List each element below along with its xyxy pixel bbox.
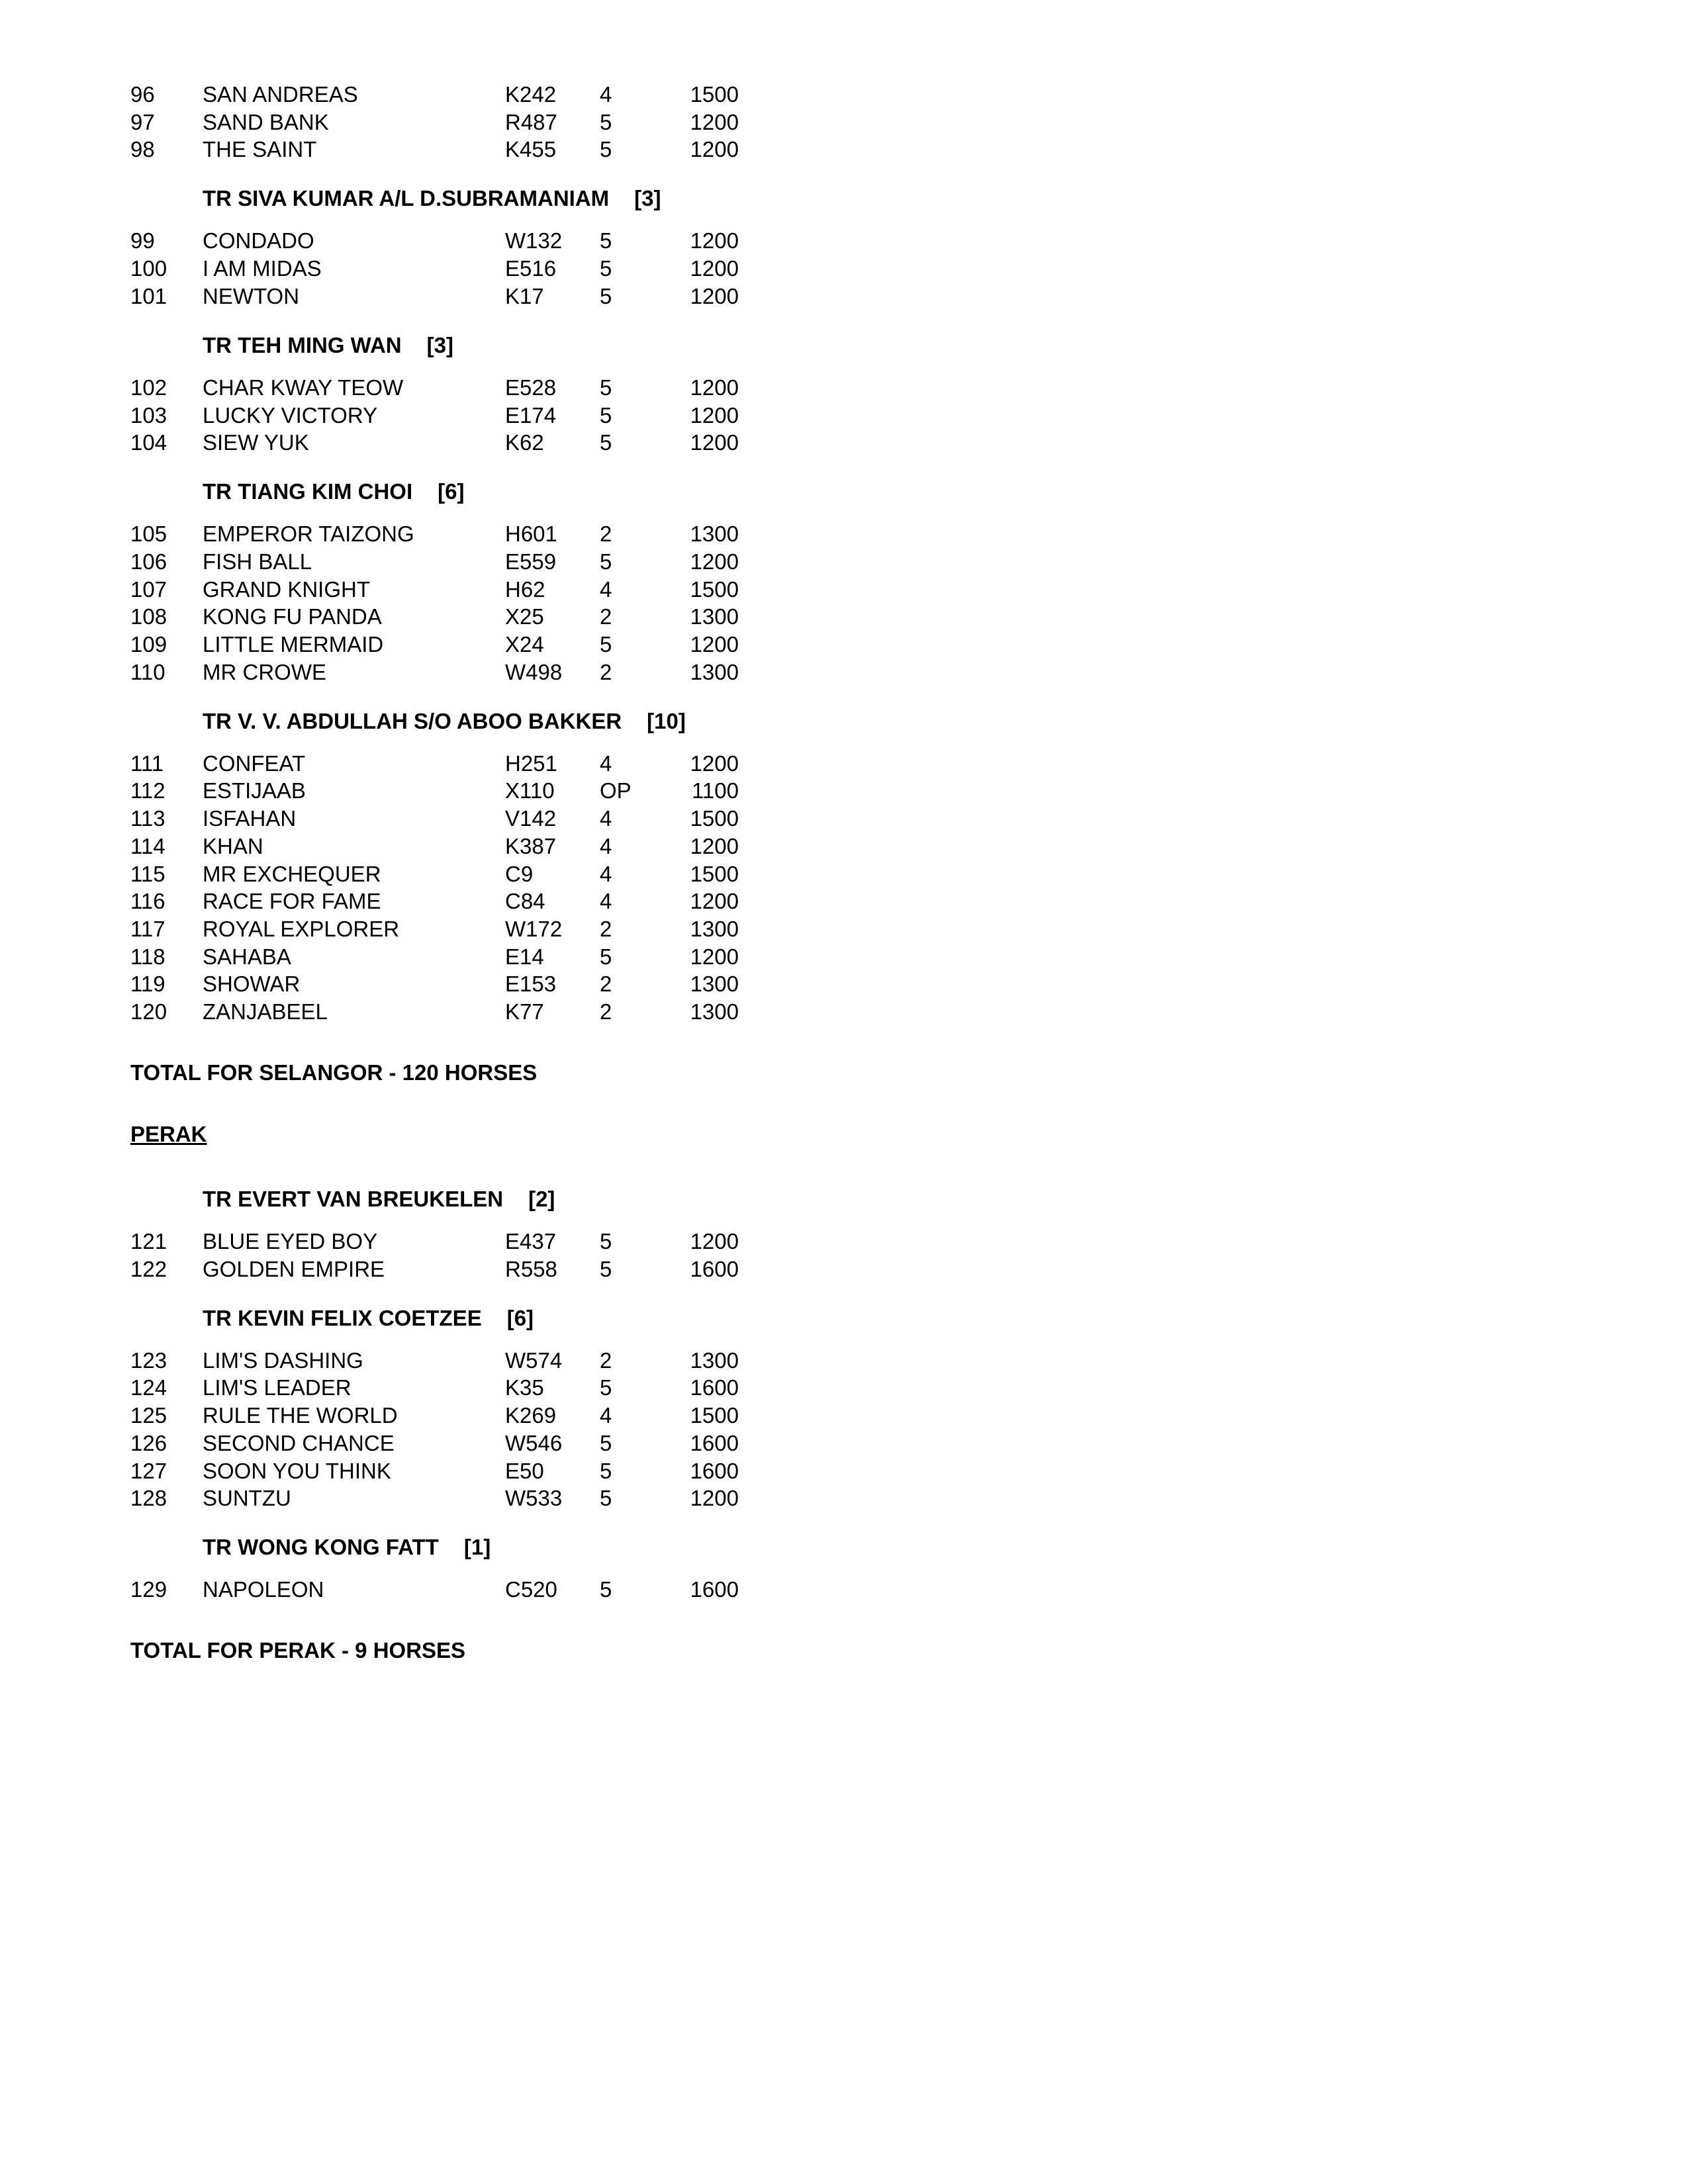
- horse-row: 124 LIM'S LEADER K35 5 1600: [0, 1374, 861, 1402]
- horse-code: K35: [505, 1375, 544, 1400]
- horse-number: 110: [130, 659, 165, 684]
- horse-code: E437: [505, 1229, 557, 1253]
- horse-class: 4: [600, 889, 612, 914]
- horse-code: E153: [505, 972, 557, 997]
- horse-code: E528: [505, 375, 557, 400]
- horse-name: CHAR KWAY TEOW: [203, 375, 404, 400]
- horse-row: 118 SAHABA E14 5 1200: [0, 943, 861, 971]
- horse-code: W546: [505, 1430, 563, 1455]
- horse-name: LIM'S DASHING: [203, 1347, 363, 1373]
- horse-class: 2: [600, 916, 612, 941]
- trainer-name: TR KEVIN FELIX COETZEE: [203, 1305, 482, 1330]
- horse-row: 96 SAN ANDREAS K242 4 1500: [0, 81, 861, 109]
- horse-row: 121 BLUE EYED BOY E437 5 1200: [0, 1228, 861, 1255]
- horse-name: GRAND KNIGHT: [203, 576, 371, 602]
- horse-class: 4: [600, 82, 612, 107]
- horse-row: 99 CONDADO W132 5 1200: [0, 227, 861, 255]
- horse-class: 5: [600, 1229, 612, 1253]
- horse-row: 107 GRAND KNIGHT H62 4 1500: [0, 576, 861, 604]
- horse-number: 101: [130, 283, 167, 308]
- horse-name: SECOND CHANCE: [203, 1430, 395, 1455]
- horse-code: C520: [505, 1577, 557, 1602]
- horse-name: SUNTZU: [203, 1486, 291, 1511]
- trainer-header: [203, 332, 453, 359]
- horse-class: 5: [600, 1486, 612, 1511]
- horse-name: ROYAL EXPLORER: [203, 916, 400, 941]
- horse-class: 2: [600, 999, 612, 1024]
- horse-code: C9: [505, 861, 534, 886]
- horse-class: 4: [600, 751, 612, 776]
- horse-row: 129 NAPOLEON C520 5 1600: [0, 1576, 861, 1604]
- trainer-horse-count: [3]: [634, 186, 661, 211]
- horse-code: X110: [505, 778, 555, 803]
- trainer-horse-count: [3]: [426, 332, 453, 357]
- horse-name: MR EXCHEQUER: [203, 861, 381, 886]
- horse-number: 124: [130, 1375, 167, 1400]
- horse-number: 111: [130, 751, 164, 776]
- horse-name: LITTLE MERMAID: [203, 632, 384, 657]
- horse-class: 2: [600, 972, 612, 997]
- horse-name: SAN ANDREAS: [203, 82, 358, 107]
- horse-class: 2: [600, 604, 612, 629]
- horse-class: 5: [600, 1458, 612, 1483]
- horse-code: E559: [505, 549, 557, 574]
- horse-number: 123: [130, 1347, 167, 1373]
- horse-number: 99: [130, 228, 155, 253]
- horse-row: 114 KHAN K387 4 1200: [0, 833, 861, 860]
- trainer-header: [203, 1185, 555, 1213]
- horse-row: 105 EMPEROR TAIZONG H601 2 1300: [0, 520, 861, 548]
- trainer-name: TR V. V. ABDULLAH S/O ABOO BAKKER: [203, 708, 622, 733]
- horse-class: 5: [600, 1577, 612, 1602]
- horse-number: 112: [130, 778, 165, 803]
- trainer-name: TR TEH MING WAN: [203, 332, 402, 357]
- horse-code: K62: [505, 430, 544, 455]
- horse-name: ZANJABEEL: [203, 999, 328, 1024]
- horse-name: ISFAHAN: [203, 806, 297, 831]
- horse-name: NAPOLEON: [203, 1577, 324, 1602]
- horse-number: 116: [130, 889, 165, 914]
- region-heading: PERAK: [130, 1122, 207, 1146]
- horse-number: 96: [130, 82, 155, 107]
- trainer-horse-count: [10]: [647, 708, 686, 733]
- horse-number: 127: [130, 1458, 167, 1483]
- trainer-horse-count: [1]: [463, 1535, 491, 1560]
- horse-name: SAHABA: [203, 944, 291, 969]
- horse-name: SIEW YUK: [203, 430, 309, 455]
- horse-number: 106: [130, 549, 167, 574]
- horse-code: K387: [505, 833, 557, 858]
- horse-code: R487: [505, 109, 557, 134]
- horse-class: 4: [600, 861, 612, 886]
- horse-number: 118: [130, 944, 165, 969]
- trainer-header: [203, 1304, 534, 1332]
- horse-name: SOON YOU THINK: [203, 1458, 391, 1483]
- trainer-horse-count: [6]: [506, 1305, 534, 1330]
- horse-name: RACE FOR FAME: [203, 889, 381, 914]
- horse-class: 5: [600, 375, 612, 400]
- horse-class: 2: [600, 1347, 612, 1373]
- horse-number: 103: [130, 402, 167, 428]
- horse-code: C84: [505, 889, 545, 914]
- horse-class: 5: [600, 137, 612, 162]
- horse-class: 5: [600, 402, 612, 428]
- horse-code: K242: [505, 82, 557, 107]
- trainer-header: [203, 478, 465, 506]
- horse-class: 5: [600, 632, 612, 657]
- trainer-horse-count: [6]: [438, 479, 465, 504]
- horse-number: 122: [130, 1256, 167, 1281]
- horse-row: 102 CHAR KWAY TEOW E528 5 1200: [0, 374, 861, 402]
- horse-name: SAND BANK: [203, 109, 329, 134]
- horse-code: K269: [505, 1403, 557, 1428]
- horse-number: 105: [130, 522, 167, 547]
- horse-number: 108: [130, 604, 167, 629]
- horse-number: 97: [130, 109, 155, 134]
- horse-name: NEWTON: [203, 283, 300, 308]
- horse-code: E50: [505, 1458, 544, 1483]
- horse-row: 119 SHOWAR E153 2 1300: [0, 970, 861, 998]
- horse-number: 113: [130, 806, 165, 831]
- horse-row: 113 ISFAHAN V142 4 1500: [0, 805, 861, 833]
- horse-code: H251: [505, 751, 557, 776]
- horse-name: I AM MIDAS: [203, 256, 322, 281]
- horse-class: OP: [600, 778, 632, 803]
- horse-class: 5: [600, 1430, 612, 1455]
- horse-number: 98: [130, 137, 155, 162]
- horse-row: 101 NEWTON K17 5 1200: [0, 283, 861, 310]
- horse-code: K455: [505, 137, 557, 162]
- horse-class: 5: [600, 1256, 612, 1281]
- horse-number: 114: [130, 833, 165, 858]
- horse-code: K17: [505, 283, 544, 308]
- trainer-header: [203, 1533, 491, 1561]
- horse-number: 125: [130, 1403, 167, 1428]
- trainer-name: TR WONG KONG FATT: [203, 1535, 439, 1560]
- horse-row: 125 RULE THE WORLD K269 4 1500: [0, 1402, 861, 1430]
- horse-row: 106 FISH BALL E559 5 1200: [0, 548, 861, 576]
- horse-row: 104 SIEW YUK K62 5 1200: [0, 429, 861, 457]
- horse-row: 115 MR EXCHEQUER C9 4 1500: [0, 860, 861, 888]
- horse-number: 109: [130, 632, 167, 657]
- horse-code: W533: [505, 1486, 563, 1511]
- horse-name: RULE THE WORLD: [203, 1403, 398, 1428]
- horse-class: 5: [600, 256, 612, 281]
- horse-name: CONFEAT: [203, 751, 306, 776]
- horse-class: 5: [600, 944, 612, 969]
- horse-name: FISH BALL: [203, 549, 312, 574]
- horse-number: 117: [130, 916, 165, 941]
- horse-class: 4: [600, 833, 612, 858]
- horse-row: 111 CONFEAT H251 4 1200: [0, 750, 861, 778]
- horse-name: BLUE EYED BOY: [203, 1229, 378, 1253]
- horse-code: H62: [505, 576, 545, 602]
- horse-name: THE SAINT: [203, 137, 317, 162]
- horse-name: LUCKY VICTORY: [203, 402, 378, 428]
- trainer-name: TR EVERT VAN BREUKELEN: [203, 1187, 504, 1211]
- horse-code: V142: [505, 806, 557, 831]
- horse-code: R558: [505, 1256, 557, 1281]
- horse-number: 104: [130, 430, 167, 455]
- horse-number: 120: [130, 999, 167, 1024]
- horse-code: X24: [505, 632, 544, 657]
- horse-row: 110 MR CROWE W498 2 1300: [0, 659, 861, 686]
- horse-class: 5: [600, 430, 612, 455]
- horse-row: 109 LITTLE MERMAID X24 5 1200: [0, 631, 861, 659]
- trainer-header: [203, 707, 686, 735]
- horse-row: 120 ZANJABEEL K77 2 1300: [0, 998, 861, 1026]
- horse-row: 100 I AM MIDAS E516 5 1200: [0, 255, 861, 283]
- horse-code: E174: [505, 402, 557, 428]
- horse-name: KONG FU PANDA: [203, 604, 382, 629]
- horse-class: 2: [600, 522, 612, 547]
- horse-row: 126 SECOND CHANCE W546 5 1600: [0, 1430, 861, 1457]
- horse-name: ESTIJAAB: [203, 778, 306, 803]
- horse-code: W132: [505, 228, 563, 253]
- horse-code: W574: [505, 1347, 563, 1373]
- horse-class: 5: [600, 283, 612, 308]
- horse-name: EMPEROR TAIZONG: [203, 522, 414, 547]
- trainer-name: TR TIANG KIM CHOI: [203, 479, 413, 504]
- horse-code: W172: [505, 916, 563, 941]
- horse-class: 4: [600, 576, 612, 602]
- horse-number: 128: [130, 1486, 167, 1511]
- horse-row: 108 KONG FU PANDA X25 2 1300: [0, 603, 861, 631]
- horse-number: 107: [130, 576, 167, 602]
- horse-name: CONDADO: [203, 228, 314, 253]
- horse-row: 128 SUNTZU W533 5 1200: [0, 1484, 861, 1512]
- horse-row: 97 SAND BANK R487 5 1200: [0, 109, 861, 136]
- horse-name: SHOWAR: [203, 972, 301, 997]
- horse-code: E14: [505, 944, 544, 969]
- region-total: TOTAL FOR SELANGOR - 120 HORSES: [130, 1060, 538, 1085]
- horse-number: 126: [130, 1430, 167, 1455]
- horse-row: 98 THE SAINT K455 5 1200: [0, 136, 861, 163]
- horse-code: W498: [505, 659, 563, 684]
- horse-number: 119: [130, 972, 165, 997]
- horse-class: 5: [600, 228, 612, 253]
- trainer-header: [203, 185, 661, 212]
- horse-number: 121: [130, 1229, 167, 1253]
- region-total: TOTAL FOR PERAK - 9 HORSES: [130, 1638, 466, 1663]
- horse-class: 5: [600, 109, 612, 134]
- horse-row: 116 RACE FOR FAME C84 4 1200: [0, 887, 861, 915]
- horse-name: KHAN: [203, 833, 263, 858]
- horse-number: 100: [130, 256, 167, 281]
- horse-row: 103 LUCKY VICTORY E174 5 1200: [0, 402, 861, 430]
- horse-row: 127 SOON YOU THINK E50 5 1600: [0, 1457, 861, 1485]
- horse-row: 123 LIM'S DASHING W574 2 1300: [0, 1347, 861, 1375]
- horse-code: X25: [505, 604, 544, 629]
- horse-class: 4: [600, 806, 612, 831]
- horse-name: GOLDEN EMPIRE: [203, 1256, 385, 1281]
- horse-number: 129: [130, 1577, 167, 1602]
- horse-code: E516: [505, 256, 557, 281]
- horse-number: 102: [130, 375, 167, 400]
- horse-name: MR CROWE: [203, 659, 326, 684]
- horse-class: 5: [600, 1375, 612, 1400]
- horse-code: K77: [505, 999, 544, 1024]
- horse-number: 115: [130, 861, 165, 886]
- horse-row: 117 ROYAL EXPLORER W172 2 1300: [0, 915, 861, 943]
- horse-row: 112 ESTIJAAB X110 OP 1100: [0, 777, 861, 805]
- trainer-name: TR SIVA KUMAR A/L D.SUBRAMANIAM: [203, 186, 610, 211]
- horse-code: H601: [505, 522, 557, 547]
- horse-class: 2: [600, 659, 612, 684]
- horse-class: 4: [600, 1403, 612, 1428]
- trainer-horse-count: [2]: [528, 1187, 555, 1211]
- horse-row: 122 GOLDEN EMPIRE R558 5 1600: [0, 1255, 861, 1283]
- horse-name: LIM'S LEADER: [203, 1375, 352, 1400]
- horse-class: 5: [600, 549, 612, 574]
